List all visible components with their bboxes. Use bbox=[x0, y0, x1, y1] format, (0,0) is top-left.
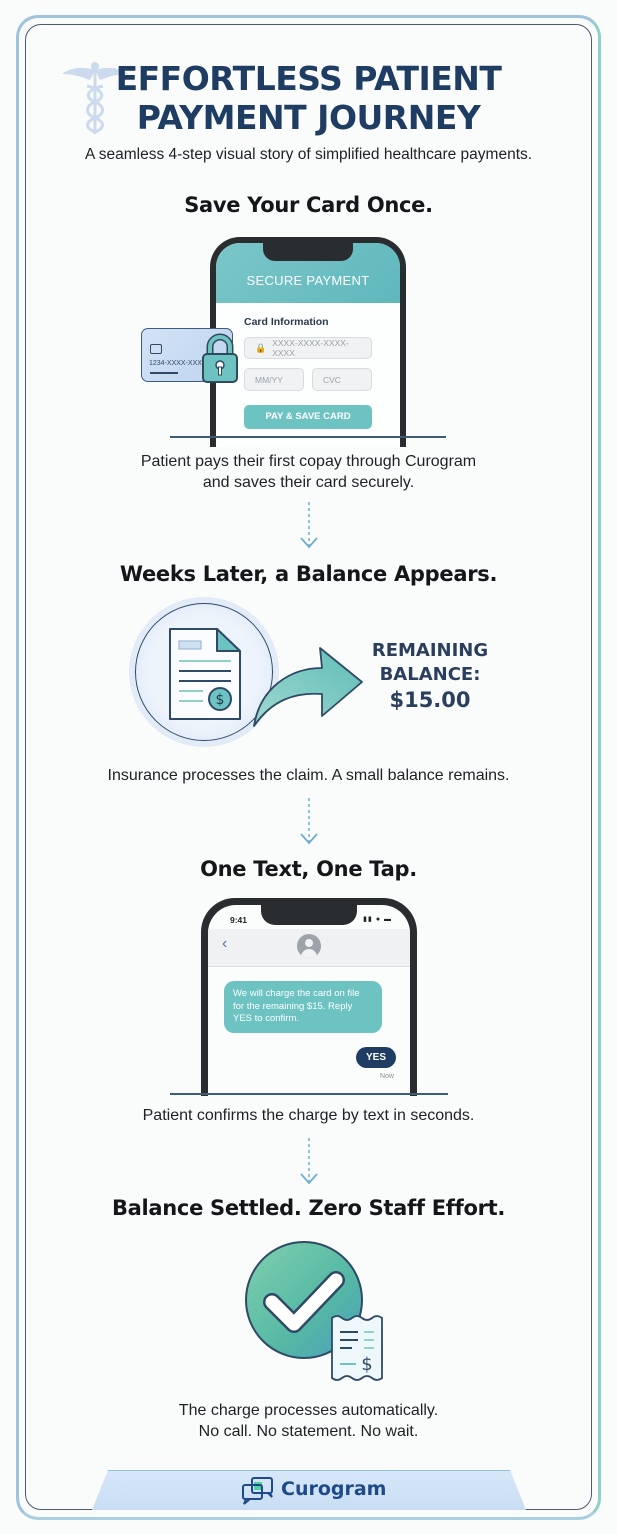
expiry-field[interactable]: MM/YY bbox=[244, 368, 304, 391]
reply-timestamp: Now bbox=[379, 1073, 394, 1080]
step2-heading: Weeks Later, a Balance Appears. bbox=[119, 562, 498, 586]
cvc-field[interactable]: CVC bbox=[312, 368, 372, 391]
card-number-field[interactable]: 🔒 XXXX-XXXX-XXXX-XXXX bbox=[244, 337, 372, 359]
page-subtitle: A seamless 4-step visual story of simplified healthcare payments. bbox=[84, 146, 533, 163]
lock-small-icon: 🔒 bbox=[255, 342, 267, 353]
sms-phone-mockup bbox=[201, 898, 417, 1096]
chat-bubbles-icon bbox=[240, 1476, 276, 1506]
chip-icon bbox=[150, 344, 162, 354]
step1-caption-line1: Patient pays their first copay through Curogram bbox=[140, 453, 477, 470]
page-title-line2: PAYMENT JOURNEY bbox=[136, 98, 481, 137]
card-number: 1234-XXXX-XXX bbox=[149, 360, 202, 367]
step1-heading: Save Your Card Once. bbox=[184, 193, 433, 217]
baseline-divider bbox=[170, 1093, 448, 1095]
status-time: 9:41 bbox=[230, 915, 248, 925]
page-title-line1: EFFORTLESS PATIENT bbox=[115, 59, 502, 98]
checkmark-receipt-icon bbox=[242, 1240, 402, 1390]
padlock-icon bbox=[200, 333, 240, 385]
card-lines bbox=[150, 372, 178, 374]
phone-notch bbox=[261, 905, 357, 925]
secure-payment-header: SECURE PAYMENT bbox=[216, 243, 400, 303]
card-info-label: Card Information bbox=[244, 316, 329, 328]
brand-name: Curogram bbox=[281, 1478, 387, 1500]
invoice-document-icon bbox=[165, 625, 245, 725]
arrow-down-icon bbox=[298, 796, 320, 846]
contact-avatar-icon bbox=[297, 934, 321, 958]
curved-arrow-icon bbox=[250, 638, 365, 738]
incoming-message-bubble: We will charge the card on file for the remaining $15. Reply YES to confirm. bbox=[224, 981, 382, 1033]
phone-notch bbox=[263, 243, 353, 261]
signal-wifi-battery-icon: ▮▮ ● ▬ bbox=[363, 916, 392, 923]
remaining-balance-label-2: BALANCE: bbox=[379, 664, 481, 685]
reply-yes-bubble: YES bbox=[356, 1047, 396, 1068]
arrow-down-icon bbox=[298, 1136, 320, 1186]
back-chevron-icon[interactable]: ‹ bbox=[222, 935, 228, 952]
step3-caption: Patient confirms the charge by text in seconds. bbox=[142, 1107, 475, 1124]
step3-heading: One Text, One Tap. bbox=[200, 857, 417, 881]
step2-caption: Insurance processes the claim. A small balance remains. bbox=[107, 767, 510, 784]
pay-save-card-button[interactable]: PAY & SAVE CARD bbox=[244, 405, 372, 429]
svg-text:$: $ bbox=[215, 692, 225, 708]
step4-caption-line2: No call. No statement. No wait. bbox=[198, 1423, 419, 1440]
arrow-down-icon bbox=[298, 500, 320, 550]
step1-caption-line2: and saves their card securely. bbox=[202, 474, 415, 491]
remaining-balance-label-1: REMAINING bbox=[371, 640, 489, 661]
svg-text:$: $ bbox=[361, 1354, 373, 1375]
balance-amount: $15.00 bbox=[389, 688, 471, 712]
step4-caption-line1: The charge processes automatically. bbox=[178, 1402, 439, 1419]
step4-heading: Balance Settled. Zero Staff Effort. bbox=[111, 1196, 506, 1220]
baseline-divider bbox=[170, 436, 446, 438]
